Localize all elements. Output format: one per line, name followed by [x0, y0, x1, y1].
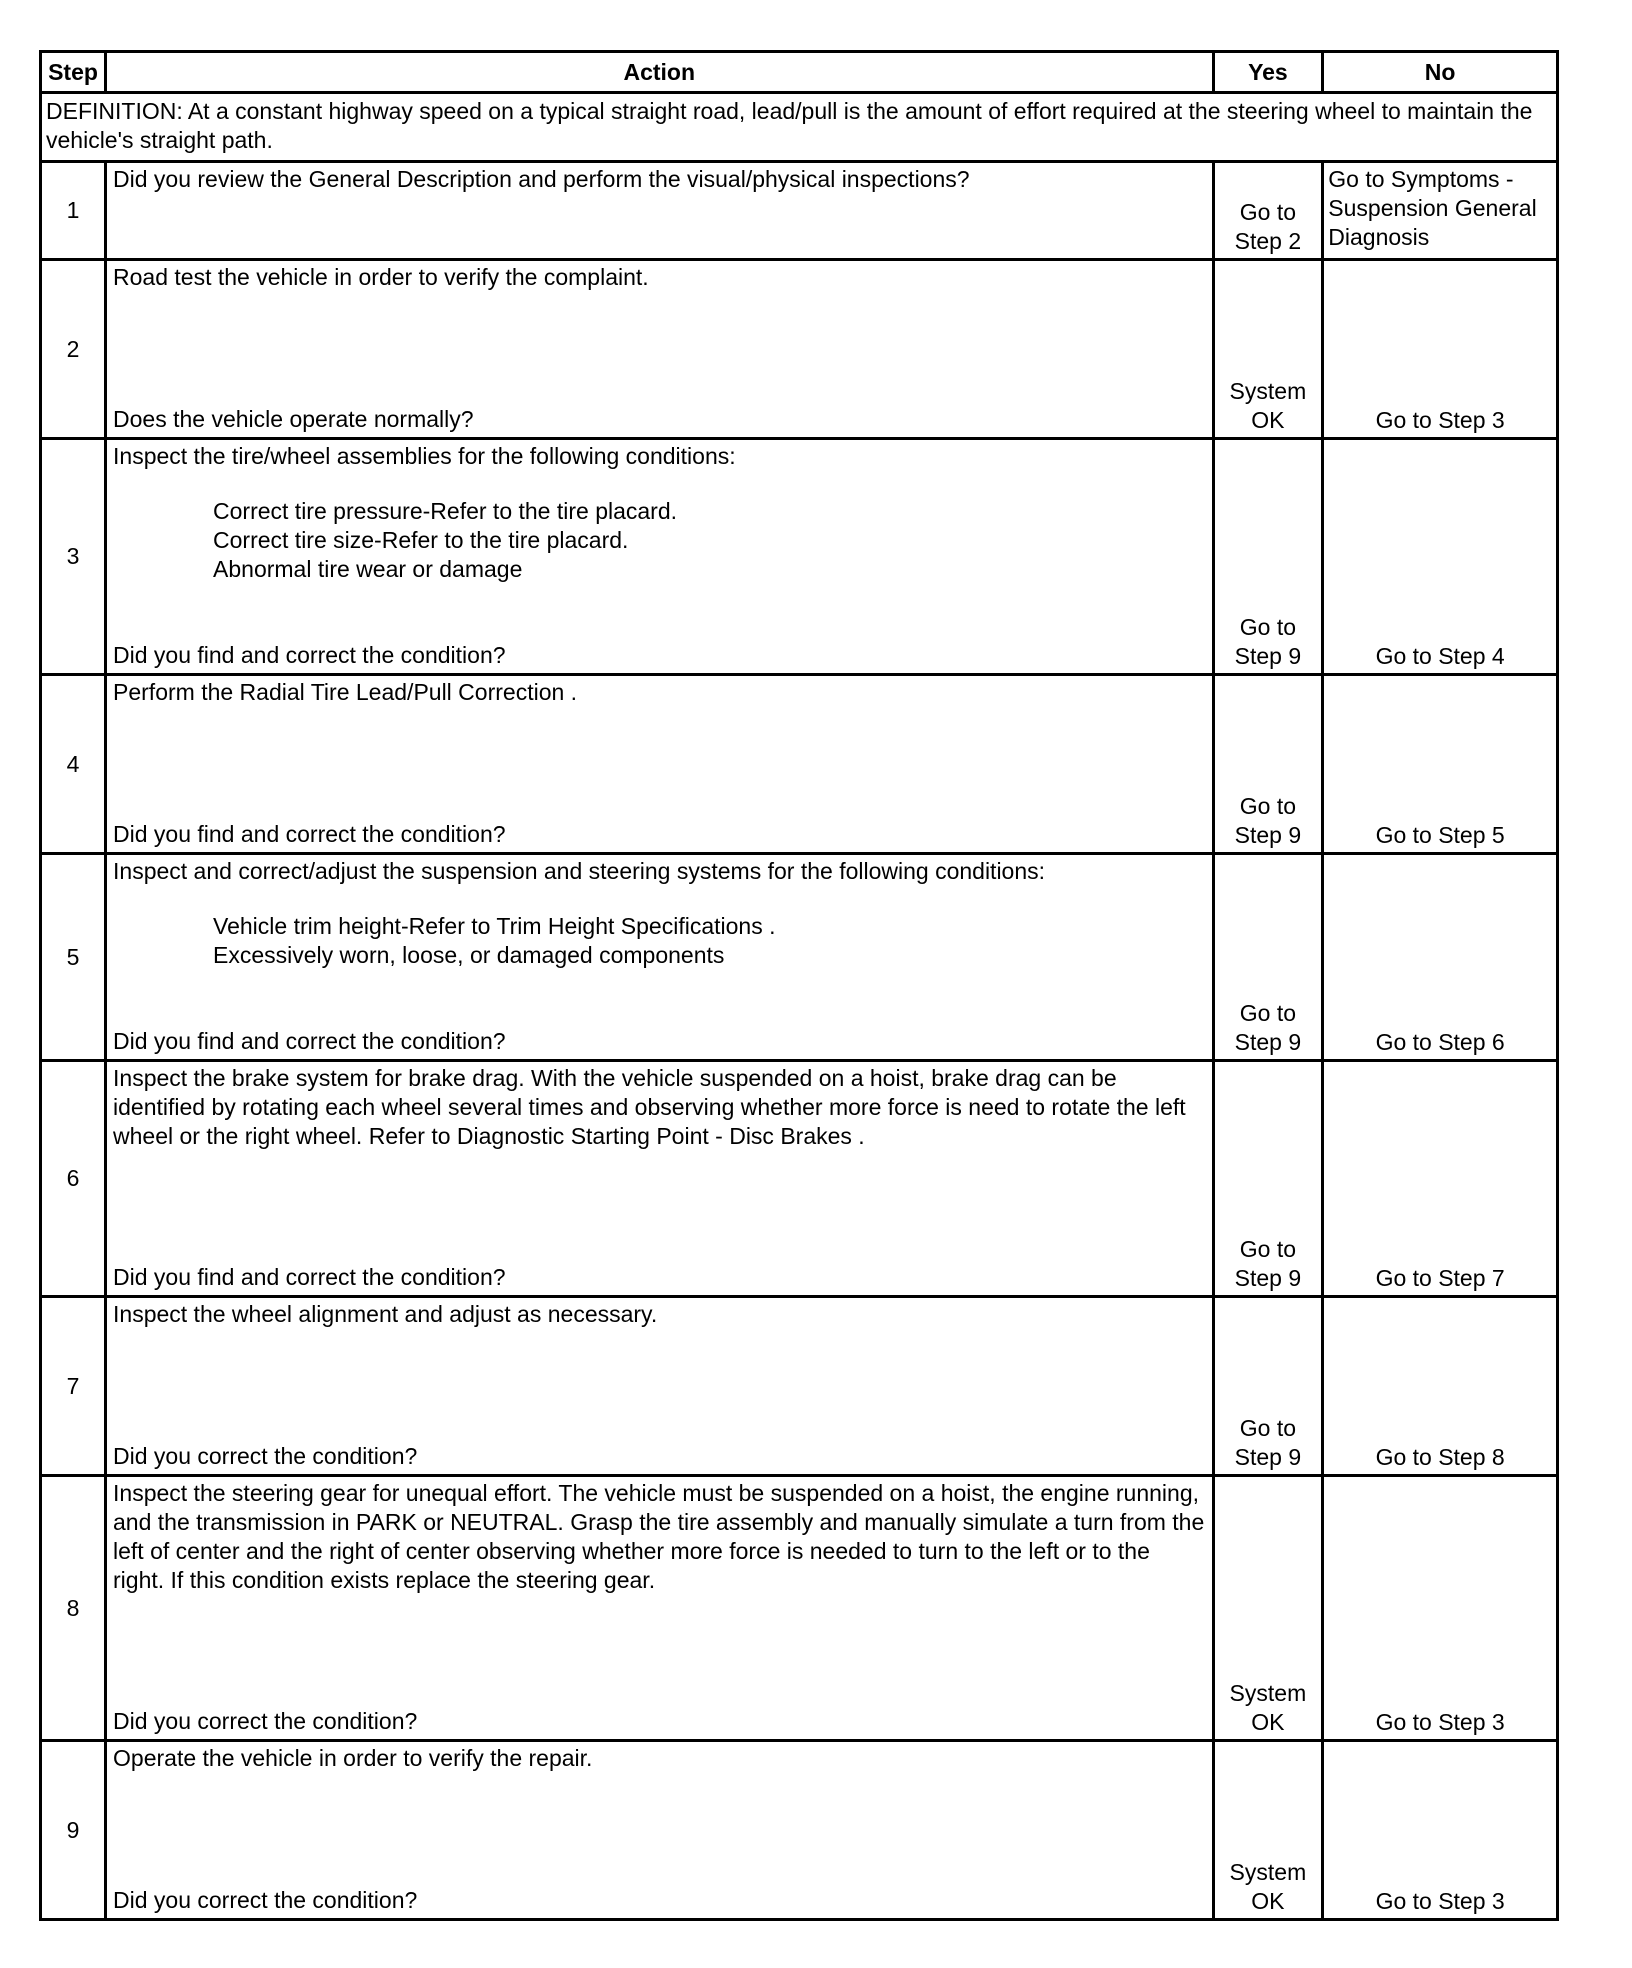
- table-row: [41, 1297, 1558, 1476]
- yes-cell: System OK: [1213, 1741, 1323, 1920]
- no-cell: Go to Step 3: [1323, 1741, 1558, 1920]
- action-cell: [106, 854, 1214, 1061]
- yes-cell: Go to Step 9: [1213, 439, 1323, 675]
- action-text: Road test the vehicle in order to verify the complaint.: [113, 264, 649, 290]
- condition-list: [113, 497, 1207, 584]
- action-cell: [106, 675, 1214, 854]
- diagnostic-table: [39, 50, 1559, 1921]
- table-row: [41, 675, 1558, 854]
- action-question: Does the vehicle operate normally?: [113, 406, 474, 432]
- no-cell: Go to Step 6: [1323, 854, 1558, 1061]
- table-row: [41, 1741, 1558, 1920]
- action-question: Did you correct the condition?: [113, 1708, 418, 1734]
- condition-item: Correct tire pressure-Refer to the tire placard.: [213, 498, 678, 524]
- action-cell: [106, 1297, 1214, 1476]
- step-number: 4: [41, 675, 106, 854]
- step-number: 8: [41, 1476, 106, 1741]
- action-question: Did you find and correct the condition?: [113, 1264, 506, 1290]
- action-question: Did you find and correct the condition?: [113, 642, 506, 668]
- no-cell: Go to Step 3: [1323, 1476, 1558, 1741]
- no-cell: Go to Step 5: [1323, 675, 1558, 854]
- condition-item: Excessively worn, loose, or damaged components: [213, 942, 725, 968]
- no-cell: Go to Step 8: [1323, 1297, 1558, 1476]
- condition-item: Vehicle trim height-Refer to Trim Height Specifications .: [213, 913, 776, 939]
- action-cell: [106, 439, 1214, 675]
- action-text: Inspect the wheel alignment and adjust as necessary.: [113, 1301, 658, 1327]
- action-text: Perform the Radial Tire Lead/Pull Correction .: [113, 679, 578, 705]
- step-number: 7: [41, 1297, 106, 1476]
- header-yes: Yes: [1213, 52, 1323, 93]
- table-row: [41, 439, 1558, 675]
- no-cell: Go to Symptoms - Suspension General Diagnosis: [1323, 162, 1558, 260]
- action-cell: [106, 1476, 1214, 1741]
- step-number: 9: [41, 1741, 106, 1920]
- step-number: 5: [41, 854, 106, 1061]
- no-cell: Go to Step 3: [1323, 260, 1558, 439]
- no-cell: Go to Step 4: [1323, 439, 1558, 675]
- header-row: [41, 52, 1558, 93]
- yes-cell: Go to Step 9: [1213, 854, 1323, 1061]
- action-text: Operate the vehicle in order to verify the repair.: [113, 1745, 593, 1771]
- header-step: Step: [41, 52, 106, 93]
- table-row: [41, 854, 1558, 1061]
- action-question: Did you correct the condition?: [113, 1443, 418, 1469]
- step-number: 1: [41, 162, 106, 260]
- action-cell: [106, 162, 1214, 260]
- table-row: [41, 1061, 1558, 1297]
- action-text: Inspect the steering gear for unequal effort. The vehicle must be suspended on a hoist, the engine running, and the transmission in PARK or NEUTRAL. Grasp the tire assembly and manually simulate a turn from the left of center and the right of center observing whether more force is needed to turn to the left or to the right. If this condition exists replace the steering gear.: [113, 1480, 1205, 1593]
- yes-cell: Go to Step 9: [1213, 1297, 1323, 1476]
- action-cell: [106, 260, 1214, 439]
- step-number: 6: [41, 1061, 106, 1297]
- condition-item: Abnormal tire wear or damage: [213, 556, 523, 582]
- table-row: [41, 162, 1558, 260]
- action-text: Did you review the General Description and perform the visual/physical inspections?: [113, 166, 970, 192]
- yes-cell: Go to Step 9: [1213, 1061, 1323, 1297]
- diagnostic-table-sheet: [39, 50, 1559, 1921]
- yes-cell: System OK: [1213, 260, 1323, 439]
- yes-cell: Go to Step 9: [1213, 675, 1323, 854]
- action-question: Did you find and correct the condition?: [113, 821, 506, 847]
- table-row: [41, 1476, 1558, 1741]
- action-text: Inspect the tire/wheel assemblies for the following conditions:: [113, 443, 736, 469]
- header-no: No: [1323, 52, 1558, 93]
- step-number: 3: [41, 439, 106, 675]
- action-text: Inspect the brake system for brake drag. With the vehicle suspended on a hoist, brake drag can be identified by rotating each wheel several times and observing whether more force is need to rotate the left wheel or the right wheel. Refer to Diagnostic Starting Point - Disc Brakes .: [113, 1065, 1186, 1149]
- no-cell: Go to Step 7: [1323, 1061, 1558, 1297]
- header-action: Action: [106, 52, 1214, 93]
- table-row: [41, 260, 1558, 439]
- condition-list: [113, 912, 1207, 970]
- action-cell: [106, 1741, 1214, 1920]
- action-question: Did you correct the condition?: [113, 1887, 418, 1913]
- step-number: 2: [41, 260, 106, 439]
- action-text: Inspect and correct/adjust the suspension and steering systems for the following conditions:: [113, 858, 1046, 884]
- yes-cell: Go to Step 2: [1213, 162, 1323, 260]
- definition-text: DEFINITION: At a constant highway speed on a typical straight road, lead/pull is the amount of effort required at the steering wheel to maintain the vehicle's straight path.: [41, 93, 1558, 162]
- condition-item: Correct tire size-Refer to the tire placard.: [213, 527, 629, 553]
- action-cell: [106, 1061, 1214, 1297]
- action-question: Did you find and correct the condition?: [113, 1028, 506, 1054]
- yes-cell: System OK: [1213, 1476, 1323, 1741]
- definition-row: [41, 93, 1558, 162]
